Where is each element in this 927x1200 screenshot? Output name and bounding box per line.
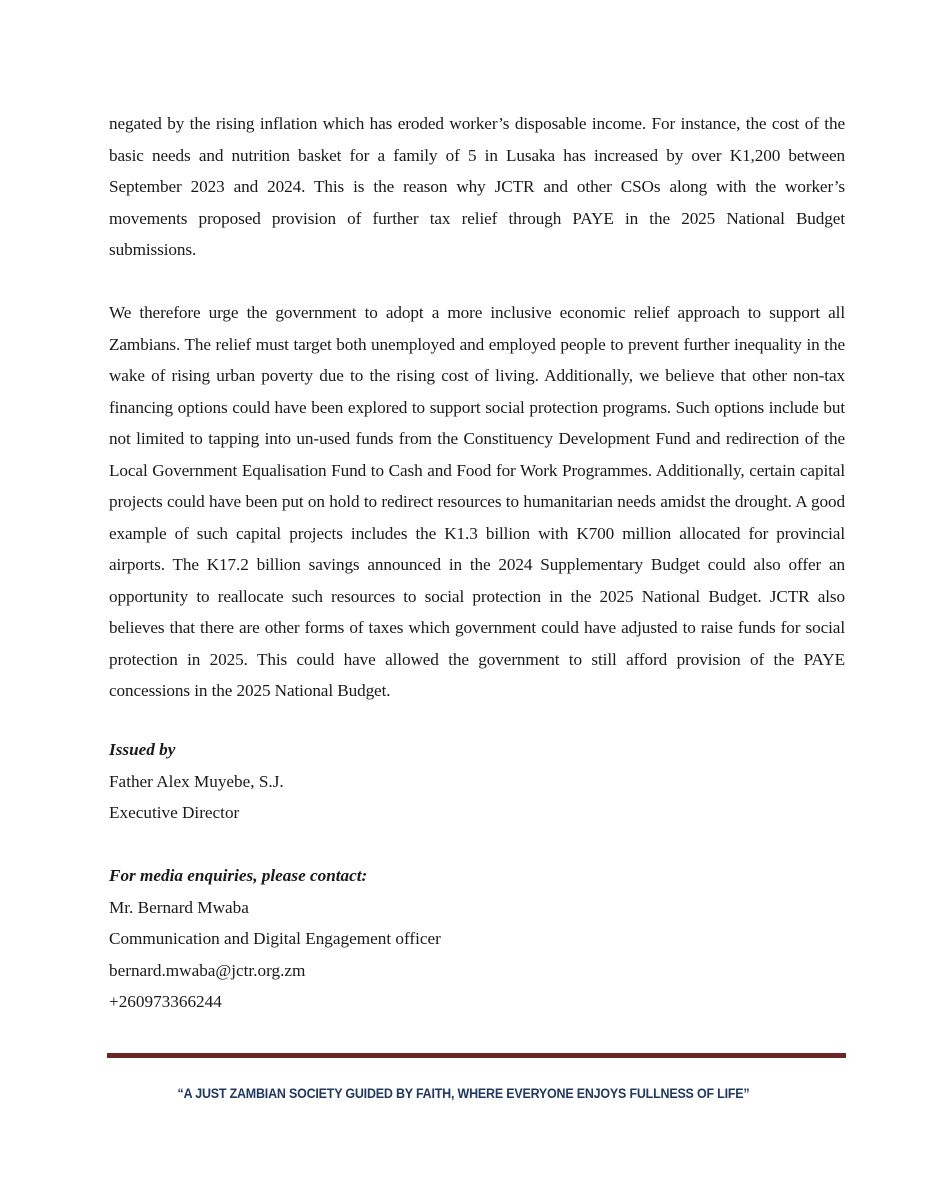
contact-email[interactable]: bernard.mwaba@jctr.org.zm: [109, 960, 306, 980]
contact-phone: +260973366244: [109, 992, 222, 1011]
paragraph-recommendations: We therefore urge the government to adopt a more inclusive economic relief approach to support all Zambians. The relief must target both unemployed and employed people to prevent further inequality in the wake of rising urban poverty due to the rising cost of living. Additionally, we believe that other non-tax financing options could have been explored to support social protection programs. Such options include but not limited to tapping into un-used funds from the Constituency Development Fund and redirection of the Local Government Equalisation Fund to Cash and Food for Work Programmes. Additionally, certain capital projects could have been put on hold to redirect resources to humanitarian needs amidst the drought. A good example of such capital projects includes the K1.3 billion with K700 million allocated for provincial airports. The K17.2 billion savings announced in the 2024 Supplementary Budget could also offer an opportunity to reallocate such resources to social protection in the 2025 National Budget. JCTR also believes that there are other forms of taxes which government could have adjusted to raise funds for social protection in 2025. This could have allowed the government to still afford provision of the PAYE concessions in the 2025 National Budget.: [109, 303, 845, 700]
issuer-title: Executive Director: [109, 803, 240, 822]
issued-by-label: Issued by: [109, 740, 176, 759]
issuer-name: Father Alex Muyebe, S.J.: [109, 771, 284, 791]
paragraph-inflation: negated by the rising inflation which has eroded worker’s disposable income. For instance, the cost of the basic needs and nutrition basket for a family of 5 in Lusaka has increased by over K1,200 between September 2023 and 2024. This is the reason why JCTR and other CSOs along with the worker’s movements proposed provision of further tax relief through PAYE in the 2025 National Budget submissions.: [109, 114, 845, 259]
media-contact-heading: For media enquiries, please contact:: [109, 866, 368, 885]
footer-divider: [107, 1053, 846, 1058]
spacer: [109, 829, 609, 861]
contact-role: Communication and Digital Engagement officer: [109, 929, 441, 948]
signature-block: [109, 734, 609, 1018]
footer-motto: “A JUST ZAMBIAN SOCIETY GUIDED BY FAITH, WHERE EVERYONE ENJOYS FULLNESS OF LIFE”: [177, 1086, 750, 1101]
contact-name: Mr. Bernard Mwaba: [109, 897, 249, 917]
document-body: [109, 108, 845, 707]
